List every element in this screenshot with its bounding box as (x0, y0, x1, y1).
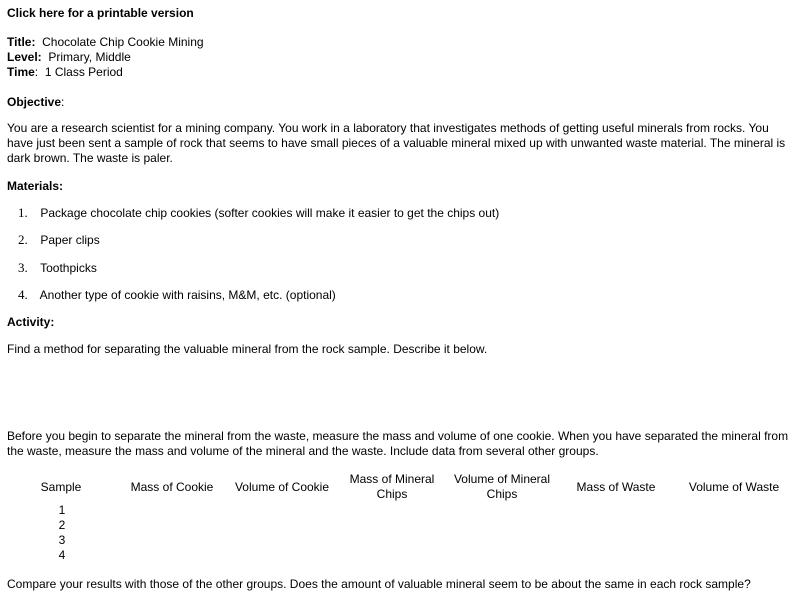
table-row-sample: 3 (58, 533, 66, 547)
materials-item-2 (18, 232, 100, 248)
title-line (7, 35, 204, 50)
table-header-volume-mineral: Volume of Mineral Chips (453, 472, 551, 501)
time-line: Time: 1 Class Period (7, 65, 123, 79)
materials-item-1 (18, 205, 499, 221)
table-header-volume-cookie: Volume of Cookie (234, 480, 330, 494)
list-number: 3. (18, 260, 28, 275)
table-row-sample: 2 (58, 518, 66, 532)
level-value: Primary, Middle (48, 50, 131, 64)
level-line (7, 50, 131, 65)
table-header-mass-cookie: Mass of Cookie (130, 480, 214, 494)
table-header-mass-waste: Mass of Waste (576, 480, 656, 494)
list-item-text: Paper clips (40, 233, 100, 247)
time-label: Time (7, 65, 35, 79)
objective-text: You are a research scientist for a mining company. You work in a laboratory that investigates methods of getting useful minerals from rocks. You have just been sent a sample of rock that seems to have small pieces of a valuable mineral mixed up with unwanted waste material. The mineral is dark brown. The waste is paler. (7, 121, 786, 165)
table-header-volume-waste: Volume of Waste (688, 480, 780, 494)
title-label: Title: (7, 35, 36, 49)
materials-item-3 (18, 260, 97, 276)
measure-instructions: Before you begin to separate the mineral from the waste, measure the mass and volume of one cookie. When you have separated the mineral from the waste, measure the mass and volume of the mineral and the waste. Include data from several other groups. (7, 429, 789, 458)
printable-version-link[interactable]: Click here for a printable version (7, 6, 194, 20)
activity-heading: Activity: (7, 315, 55, 329)
data-table (0, 471, 800, 566)
compare-question: Compare your results with those of the other groups. Does the amount of valuable mineral seem to be about the same in each rock sample? (7, 577, 751, 591)
activity-instruction: Find a method for separating the valuable mineral from the rock sample. Describe it below. (7, 342, 488, 356)
list-item-text: Another type of cookie with raisins, M&M, etc. (optional) (39, 288, 336, 302)
objective-heading: Objective (7, 95, 62, 109)
table-row-sample: 4 (58, 548, 66, 562)
list-item-text: Package chocolate chip cookies (softer cookies will make it easier to get the chips out) (40, 206, 500, 220)
time-value: 1 Class Period (44, 65, 123, 79)
objective-heading-line: Objective: (7, 95, 65, 109)
list-number: 4. (18, 287, 28, 302)
title-value: Chocolate Chip Cookie Mining (42, 35, 204, 49)
table-header-sample: Sample (40, 480, 82, 494)
materials-heading: Materials: (7, 179, 64, 193)
level-label: Level: (7, 50, 42, 64)
table-row-sample: 1 (58, 503, 66, 517)
materials-item-4 (18, 287, 336, 303)
list-number: 2. (18, 232, 28, 247)
list-item-text: Toothpicks (40, 261, 97, 275)
table-header-mass-mineral: Mass of Mineral Chips (349, 472, 435, 501)
list-number: 1. (18, 205, 28, 220)
